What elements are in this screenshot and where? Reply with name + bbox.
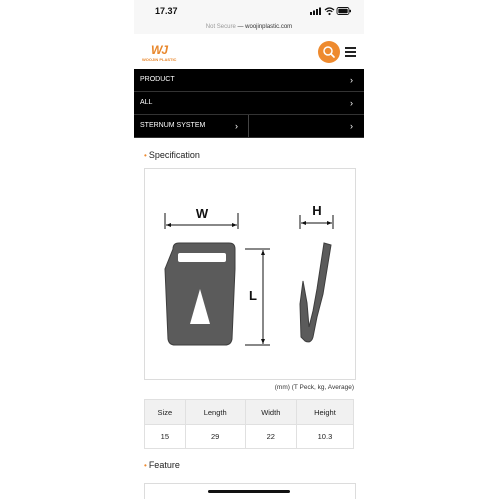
bullet-dot-icon: • [144,151,147,160]
nav-item-sternum-system [134,115,364,138]
table-cell: 15 [145,425,186,449]
logo-mark: WJ [151,43,167,57]
chevron-right-icon: › [350,75,353,85]
status-bar [134,0,364,20]
length-dimension-marker [245,249,270,345]
status-icons [310,6,352,16]
battery-icon [337,8,351,15]
spec-units-note: (mm) (T Peck, kg, Average) [274,384,354,391]
buckle-dimension-drawing [145,169,355,379]
url-domain: woojinplastic.com [245,24,293,30]
feature-title: Feature [148,460,180,470]
spec-table [144,399,354,449]
specification-title: Specification [148,150,200,160]
height-dimension-marker [300,203,333,229]
table-header-row [145,400,354,425]
wifi-icon [325,8,334,15]
nav-item-all[interactable] [134,92,364,115]
hamburger-menu-icon[interactable] [345,46,356,57]
search-button[interactable] [318,41,340,63]
column-header: Height [296,400,353,425]
home-indicator[interactable] [208,490,290,493]
width-dimension-marker [165,206,238,229]
url-separator: — [235,24,246,30]
product-dimension-image [144,168,356,380]
chevron-right-icon: › [235,121,238,131]
table-cell: 29 [185,425,245,449]
address-bar[interactable] [134,20,364,34]
column-header: Width [245,400,296,425]
table-row [145,425,354,449]
status-time: 17.37 [155,6,178,16]
nav-item-label: STERNUM SYSTEM [140,122,206,129]
nav-item-label: PRODUCT [140,76,175,83]
height-label: H [312,203,322,218]
table-cell: 10.3 [296,425,353,449]
nav-item-product[interactable] [134,69,364,92]
nav-item-label: ALL [140,99,153,106]
buckle-side-view [300,243,331,342]
site-logo[interactable] [142,43,182,63]
phone-screen [134,0,364,499]
specification-heading [144,150,200,160]
cellular-signal-icon [310,8,321,16]
site-header [134,34,364,69]
logo-text: WOOJIN PLASTIC [142,57,177,62]
length-label: L [249,288,257,303]
column-header: Length [185,400,245,425]
bullet-dot-icon: • [144,461,147,470]
nav-subcategory-select[interactable] [134,115,249,137]
nav-next-select-chevron-icon[interactable]: › [350,121,353,131]
feature-heading [144,460,180,470]
table-cell: 22 [245,425,296,449]
category-nav [134,69,364,138]
column-header: Size [145,400,186,425]
not-secure-label: Not Secure [205,24,236,30]
width-label: W [195,206,209,221]
chevron-right-icon: › [350,98,353,108]
search-icon [318,41,340,63]
buckle-front-view [165,243,235,345]
